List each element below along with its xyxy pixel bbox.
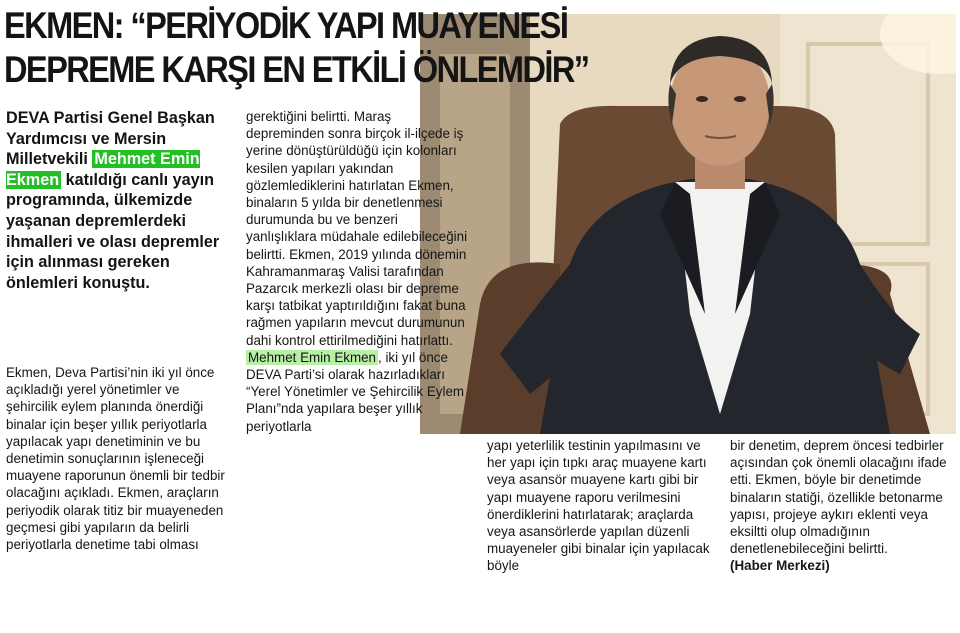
article-column-3 (487, 437, 719, 575)
article-column-4 (730, 437, 954, 575)
byline: (Haber Merkezi) (730, 558, 830, 574)
lede-intro: DEVA Partisi Genel Başkan Yardımcısı ve Mersin Milletvekili (6, 109, 215, 169)
column-2-part-2: , iki yıl önce DEVA Parti’si olarak hazırladıkları “Yerel Yönetimler ve Şehircilik Eylem Planı”nda yapılara beşer yıllık periyotlarla (246, 349, 465, 434)
article-column-1 (6, 364, 234, 553)
headline-line-1: EKMEN: “PERİYODİK YAPI MUAYENESİ (4, 5, 568, 46)
column-2-text (246, 108, 472, 435)
lede-paragraph (6, 108, 231, 293)
column-4-text: bir denetim, deprem öncesi tedbirler açısından çok önemli olacağını ifade etti. Ekmen, böyle bir denetimde binaların statiği, özellikle betonarme yapısı, projeye aykırı eklenti veya eksiltti olup olmadığının denetlenebileceğini belirtti. (730, 438, 947, 557)
column-2-part-1: gerektiğini belirtti. Maraş depreminden sonra birçok il-ilçede iş yerine dönüştürüldüğü için kolonları kesilen yapıları yakından gözlemlediklerini hatırlatan Ekmen, binaların 5 yılda bir denetlenmesi durumunda bu ve benzeri yanlışlıklara müdahale edilebileceğini belirtti. Ekmen, 2019 yılında dönemin Kahramanmaraş Valisi tarafından Pazarcık merkezli olası bir depreme karşı tatbikat yaptırıldığını fakat buna rağmen yapıların mevcut durumunun dahi kontrol ettirilmediğini hatırlattı. (246, 109, 468, 348)
headline-line-2: DEPREME KARŞI EN ETKİLİ ÖNLEMDİR” (4, 49, 589, 90)
highlighted-name: Mehmet Emin Ekmen (6, 150, 200, 189)
column-3-text: yapı yeterlilik testinin yapılmasını ve her yapı için tıpkı araç muayene kartı veya asansör muayene kartı gibi bir yapı muayene raporu verilmesini önerdiklerini hatırlatarak; araçlarda veya asansörlerde yapılan düzenli muayeneler gibi binalar için yapılacak böyle (487, 438, 710, 574)
article-column-2 (246, 108, 472, 435)
headline (4, 4, 589, 92)
lede-rest: katıldığı canlı yayın programında, ülkemizde yaşanan depremlerdeki ihmalleri ve olası depremler için alınması gereken önlemleri konuştu. (6, 170, 220, 292)
highlighted-name-2: Mehmet Emin Ekmen (248, 349, 376, 365)
column-1-text: Ekmen, Deva Partisi’nin iki yıl önce açıkladığı yerel yönetimler ve şehircilik eylem planında önerdiği binalar için beşer yıllık periyotlarla yapılacak yapı denetiminin ve bu denetimin sonuçlarının işleneceği muayene raporunun önemli bir tedbir olacağını açıkladı. Ekmen, araçların periyodik olarak titiz bir muayeneden geçmesi gibi yapıların da belirli periyotlarla denetime tabi olması (6, 365, 225, 553)
